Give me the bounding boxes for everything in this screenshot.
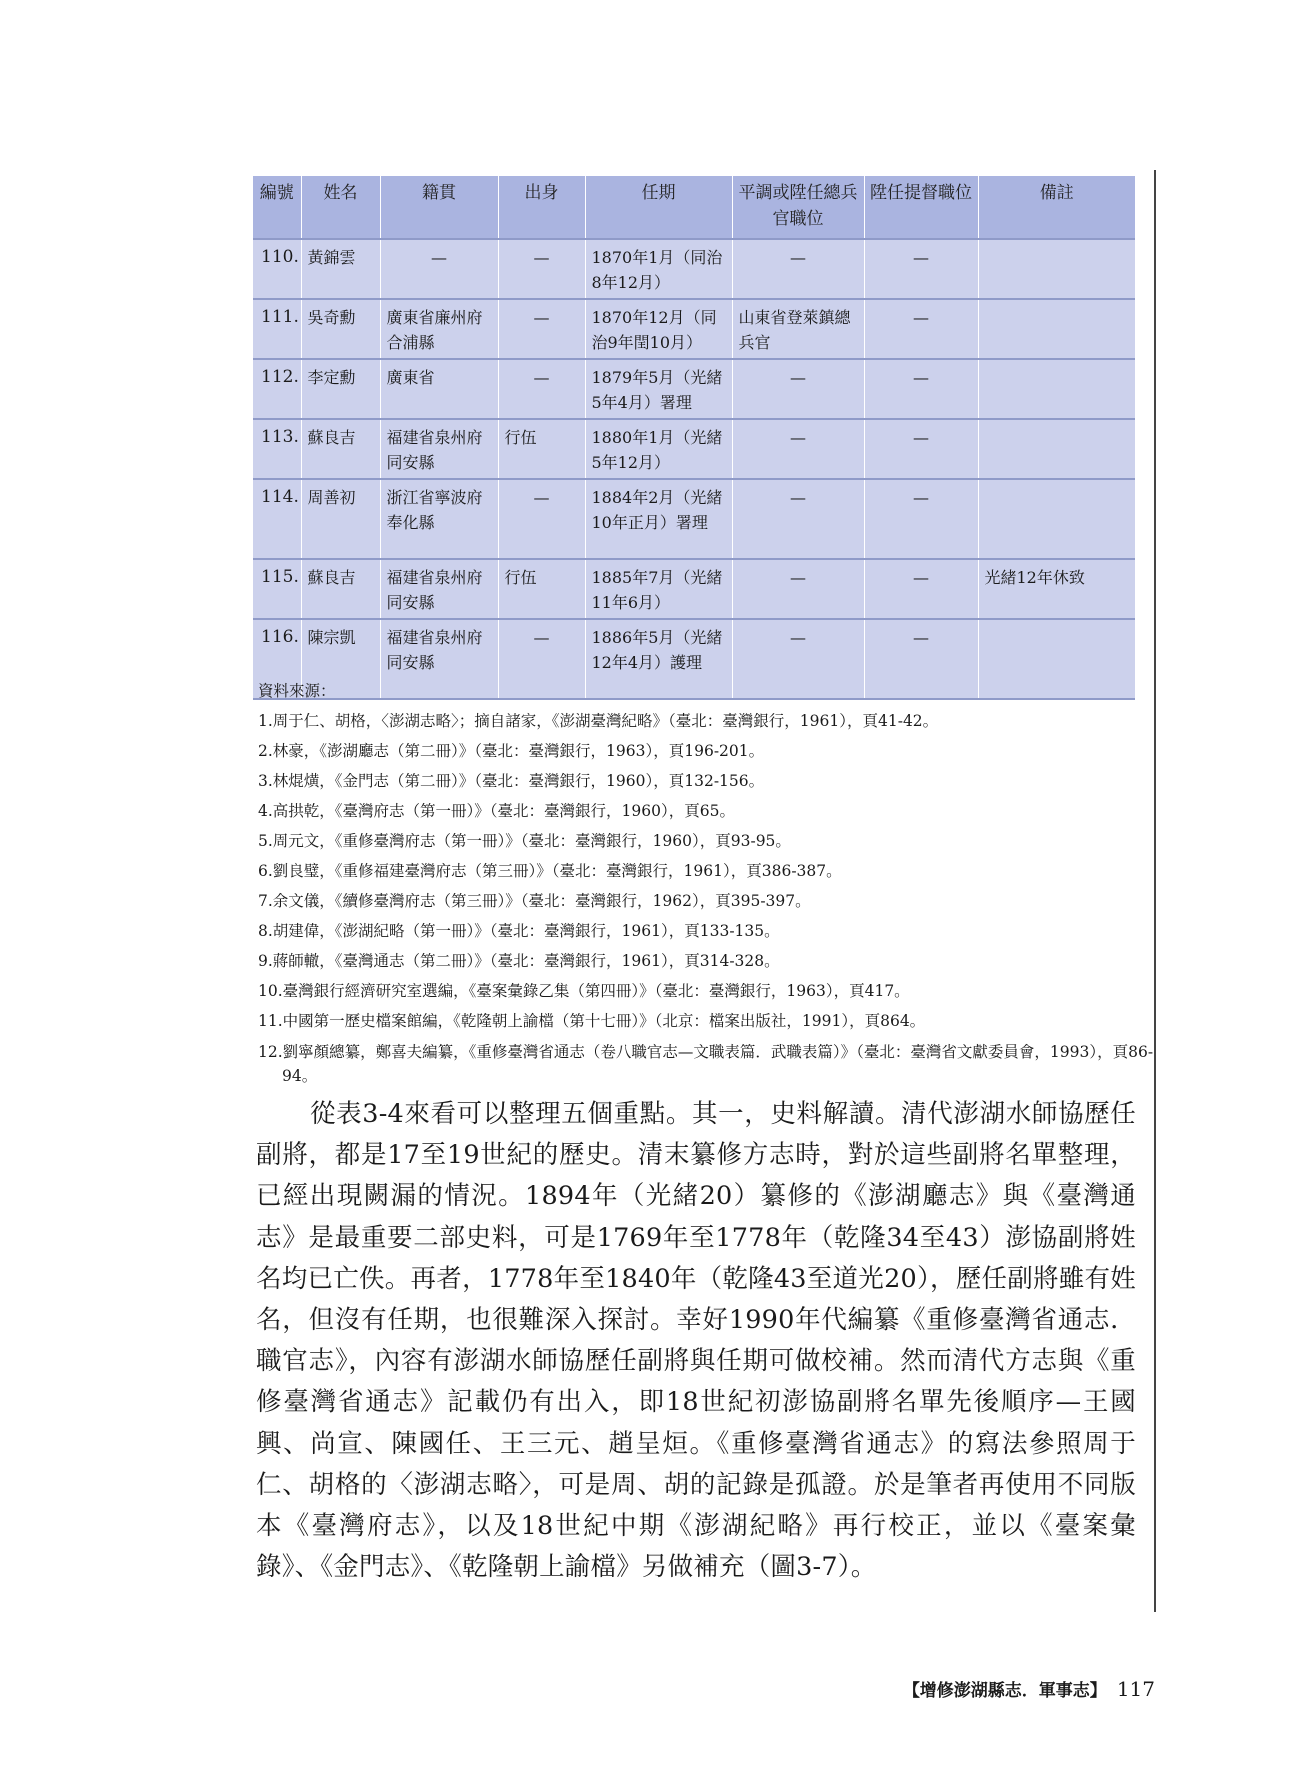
body-paragraph: 從表3-4來看可以整理五個重點。其一，史料解讀。清代澎湖水師協歷任副將，都是17至19世紀的歷史。清末纂修方志時，對於這些副將名單整理，已經出現闕漏的情況。1894年（光緒20）纂修的《澎湖廳志》與《臺灣通志》是最重要二部史料，可是1769年至1778年（乾隆34至43）澎協副將姓名均已亡佚。再者，1778年至1840年（乾隆43至道光20），歷任副將雖有姓名，但沒有任期，也很難深入探討。幸好1990年代編纂《重修臺灣省通志．職官志》，內容有澎湖水師協歷任副將與任期可做校補。然而清代方志與《重修臺灣省通志》記載仍有出入，即18世紀初澎協副將名單先後順序—王國興、尚宣、陳國任、王三元、趙呈烜。《重修臺灣省通志》的寫法參照周于仁、胡格的〈澎湖志略〉，可是周、胡的記錄是孤證。於是筆者再使用不同版本《臺灣府志》，以及18世紀中期《澎湖紀略》再行校正，並以《臺案彙錄》、《金門志》、《乾隆朝上諭檔》另做補充（圖3-7）。 [256,1099,1136,1583]
cell-origin: 廣東省 [380,359,498,419]
cell-promotion-general: 山東省登萊鎮總兵官 [732,299,864,359]
cell-remarks [978,299,1135,359]
source-item: 4.高拱乾，《臺灣府志（第一冊）》（臺北：臺灣銀行，1960），頁65。 [258,802,735,820]
cell-background: — [498,239,585,299]
cell-name: 李定勳 [301,359,380,419]
source-item: 10.臺灣銀行經濟研究室選編，《臺案彙錄乙集（第四冊）》（臺北：臺灣銀行，1963），頁417。 [258,982,910,1000]
cell-term: 1870年1月（同治8年12月） [585,239,732,299]
cell-name: 黃錦雲 [301,239,380,299]
header-cell: 出身 [498,176,585,239]
source-item: 12.劉寧顏總纂，鄭喜夫編纂，《重修臺灣省通志（卷八職官志—文職表篇．武職表篇）》（臺北：臺灣省文獻委員會，1993），頁86-94。 [258,1043,1154,1085]
cell-background: 行伍 [498,559,585,619]
cell-origin: 福建省泉州府同安縣 [380,559,498,619]
cell-number: 111. [253,299,301,359]
cell-background: — [498,299,585,359]
source-item: 7.余文儀，《續修臺灣府志（第三冊）》（臺北：臺灣銀行，1962），頁395-397。 [258,892,811,910]
source-item: 2.林豪，《澎湖廳志（第二冊）》（臺北：臺灣銀行，1963），頁196-201。 [258,742,765,760]
page-footer [855,1676,1155,1701]
cell-remarks [978,419,1135,479]
source-item: 3.林焜熿，《金門志（第二冊）》（臺北：臺灣銀行，1960），頁132-156。 [258,772,765,790]
header-cell: 陞任提督職位 [864,176,978,239]
header-cell: 備註 [978,176,1135,239]
header-cell: 平調或陞任總兵官職位 [732,176,864,239]
header-cell: 姓名 [301,176,380,239]
cell-name: 蘇良吉 [301,559,380,619]
cell-promotion-admiral: — [864,479,978,559]
cell-term: 1880年1月（光緒5年12月） [585,419,732,479]
cell-name: 周善初 [301,479,380,559]
cell-origin: 浙江省寧波府奉化縣 [380,479,498,559]
source-item: 11.中國第一歷史檔案館編，《乾隆朝上諭檔（第十七冊）》（北京：檔案出版社，1991），頁864。 [258,1012,926,1030]
cell-promotion-general: — [732,559,864,619]
cell-remarks [978,239,1135,299]
cell-number: 114. [253,479,301,559]
cell-number: 110. [253,239,301,299]
officer-table [253,176,1135,700]
cell-remarks: 光緒12年休致 [978,559,1135,619]
cell-promotion-admiral: — [864,559,978,619]
page-number: 117 [1116,1677,1155,1701]
source-item: 9.蔣師轍，《臺灣通志（第二冊）》（臺北：臺灣銀行，1961），頁314-328。 [258,952,780,970]
table-row [253,359,1135,419]
header-cell: 編號 [253,176,301,239]
table-row [253,479,1135,559]
cell-term: 1886年5月（光緒12年4月）護理 [585,619,732,699]
cell-promotion-admiral: — [864,419,978,479]
cell-remarks [978,359,1135,419]
cell-name: 蘇良吉 [301,419,380,479]
cell-promotion-general: — [732,619,864,699]
cell-number: 115. [253,559,301,619]
cell-promotion-admiral: — [864,359,978,419]
table-row [253,419,1135,479]
cell-name: 吳奇勳 [301,299,380,359]
cell-promotion-admiral: — [864,239,978,299]
cell-term: 1870年12月（同治9年閏10月） [585,299,732,359]
table-header-row [253,176,1135,239]
cell-promotion-general: — [732,239,864,299]
source-item: 1.周于仁、胡格，〈澎湖志略〉；摘自諸家，《澎湖臺灣紀略》（臺北：臺灣銀行，1961），頁41-42。 [258,712,939,730]
header-cell: 籍貫 [380,176,498,239]
cell-number: 116. [253,619,301,699]
source-item: 8.胡建偉，《澎湖紀略（第一冊）》（臺北：臺灣銀行，1961），頁133-135。 [258,922,780,940]
cell-origin: 福建省泉州府同安縣 [380,619,498,699]
cell-promotion-general: — [732,359,864,419]
source-item: 5.周元文，《重修臺灣府志（第一冊）》（臺北：臺灣銀行，1960），頁93-95。 [258,832,791,850]
cell-number: 113. [253,419,301,479]
table-row [253,299,1135,359]
header-cell: 任期 [585,176,732,239]
cell-name: 陳宗凱 [301,619,380,699]
cell-origin: — [380,239,498,299]
source-item: 6.劉良璧，《重修福建臺灣府志（第三冊）》（臺北：臺灣銀行，1961），頁386-387。 [258,862,842,880]
cell-background: — [498,359,585,419]
cell-promotion-admiral: — [864,619,978,699]
table-row [253,239,1135,299]
running-title: 【增修澎湖縣志．軍事志】 [902,1681,1107,1701]
table-row [253,559,1135,619]
sources-title: 資料來源： [258,682,336,700]
cell-promotion-general: — [732,479,864,559]
cell-remarks [978,479,1135,559]
cell-promotion-admiral: — [864,299,978,359]
cell-promotion-general: — [732,419,864,479]
cell-term: 1879年5月（光緒5年4月）署理 [585,359,732,419]
cell-background: — [498,479,585,559]
cell-term: 1885年7月（光緒11年6月） [585,559,732,619]
cell-background: — [498,619,585,699]
cell-term: 1884年2月（光緒10年正月）署理 [585,479,732,559]
cell-background: 行伍 [498,419,585,479]
cell-origin: 廣東省廉州府合浦縣 [380,299,498,359]
cell-origin: 福建省泉州府同安縣 [380,419,498,479]
sources-list [258,676,1158,1088]
cell-number: 112. [253,359,301,419]
